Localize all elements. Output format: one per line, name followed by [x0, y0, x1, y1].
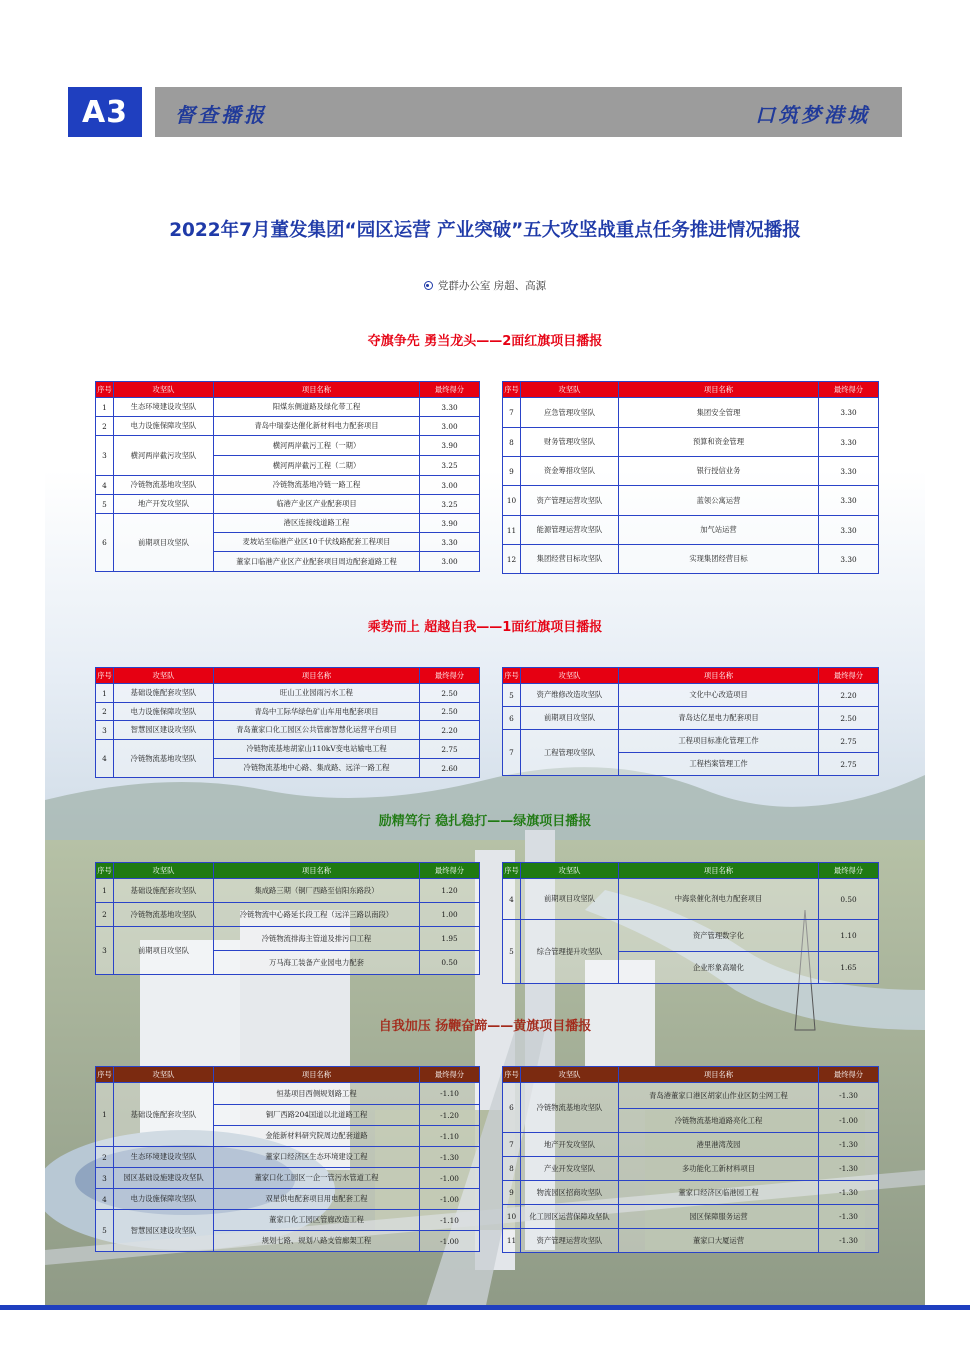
cell-project: 实现集团经营目标	[619, 545, 819, 574]
header-project: 项目名称	[619, 382, 819, 398]
header-score: 最终得分	[420, 863, 480, 879]
header-score: 最终得分	[819, 1067, 879, 1083]
cell-project: 预算和资金管理	[619, 428, 819, 457]
section-title-one-red-flag: 乘势而上 超越自我——1面红旗项目播报	[367, 620, 603, 635]
table-two-red-flags-right	[502, 381, 879, 574]
cell-score: 1.95	[420, 927, 480, 951]
cell-project: 多功能化工新材料项目	[619, 1157, 819, 1181]
cell-score: 2.50	[420, 684, 480, 703]
cell-no: 2	[96, 417, 114, 436]
table-yellow-flag-left	[95, 1066, 480, 1252]
cell-score: 3.25	[420, 456, 480, 476]
cell-team: 地产开发攻坚队	[114, 495, 214, 514]
table-row	[503, 516, 879, 545]
header-project: 项目名称	[619, 668, 819, 684]
table-row	[503, 1229, 879, 1253]
cell-score: 3.30	[819, 545, 879, 574]
cell-score: -1.30	[819, 1229, 879, 1253]
table-one-red-flag-right	[502, 667, 879, 776]
cell-project: 金能新材料研究院周边配套道路	[214, 1126, 420, 1147]
table-row	[96, 514, 480, 533]
header-team: 攻坚队	[521, 1067, 619, 1083]
cell-team: 冷链物流基地攻坚队	[114, 740, 214, 778]
table-header-row	[503, 1067, 879, 1083]
table-row	[96, 879, 480, 903]
table-row	[96, 1147, 480, 1168]
table-row	[503, 920, 879, 952]
cell-project: 横河两岸截污工程（二期）	[214, 456, 420, 476]
cell-no: 7	[503, 730, 521, 776]
cell-score: 3.25	[420, 495, 480, 514]
header-score: 最终得分	[819, 382, 879, 398]
table-row	[503, 398, 879, 428]
cell-project: 集团安全管理	[619, 398, 819, 428]
cell-project: 冷链物流基地中心路、集成路、远洋一路工程	[214, 759, 420, 778]
cell-score: 3.00	[420, 476, 480, 495]
cell-project: 蓝领公寓运营	[619, 486, 819, 516]
cell-team: 前期项目攻坚队	[114, 514, 214, 572]
header-team: 攻坚队	[521, 668, 619, 684]
cell-project: 文化中心改造项目	[619, 684, 819, 707]
cell-score: -1.30	[819, 1205, 879, 1229]
header-project: 项目名称	[214, 668, 420, 684]
cell-no: 10	[503, 486, 521, 516]
cell-team: 集团经营目标攻坚队	[521, 545, 619, 574]
table-row	[96, 903, 480, 927]
cell-score: -1.30	[819, 1083, 879, 1109]
cell-score: 3.30	[819, 516, 879, 545]
cell-team: 产业开发攻坚队	[521, 1157, 619, 1181]
cell-score: 2.75	[819, 730, 879, 753]
cell-project: 规划七路、规划八路支管廊架工程	[214, 1231, 420, 1252]
table-green-flag-left	[95, 862, 480, 975]
cell-team: 应急管理攻坚队	[521, 398, 619, 428]
table-row	[503, 486, 879, 516]
header-project: 项目名称	[214, 382, 420, 398]
bottom-rule	[0, 1305, 970, 1310]
header-slogan: 口筑梦港城	[755, 103, 870, 127]
cell-no: 12	[503, 545, 521, 574]
cell-team: 财务管理攻坚队	[521, 428, 619, 457]
table-row	[503, 1157, 879, 1181]
cell-no: 8	[503, 428, 521, 457]
table-row	[503, 684, 879, 707]
header-score: 最终得分	[819, 863, 879, 879]
table-row	[96, 476, 480, 495]
cell-team: 智慧园区建设攻坚队	[114, 721, 214, 740]
table-row	[96, 927, 480, 951]
cell-no: 10	[503, 1205, 521, 1229]
cell-no: 11	[503, 516, 521, 545]
cell-no: 4	[96, 476, 114, 495]
cell-project: 麦坡站至临港产业区10千伏线路配套工程项目	[214, 533, 420, 552]
cell-team: 资金筹措攻坚队	[521, 457, 619, 486]
cell-project: 资产管理数字化	[619, 920, 819, 952]
cell-score: 3.30	[819, 457, 879, 486]
cell-score: 3.30	[420, 533, 480, 552]
cell-score: 1.00	[420, 903, 480, 927]
cell-score: 3.30	[819, 428, 879, 457]
cell-project: 冷链物流基地道路亮化工程	[619, 1109, 819, 1133]
cell-team: 冷链物流基地攻坚队	[114, 903, 214, 927]
cell-team: 化工园区运营保障攻坚队	[521, 1205, 619, 1229]
cell-team: 工程管理攻坚队	[521, 730, 619, 776]
cell-score: -1.30	[819, 1157, 879, 1181]
cell-project: 工程项目标准化管理工作	[619, 730, 819, 753]
header-no: 序号	[503, 1067, 521, 1083]
cell-score: 3.90	[420, 514, 480, 533]
cell-team: 资产维修改造攻坚队	[521, 684, 619, 707]
table-row	[96, 740, 480, 759]
header-team: 攻坚队	[521, 863, 619, 879]
header-no: 序号	[96, 668, 114, 684]
cell-project: 冷链物流中心路延长段工程（远洋三路以南段）	[214, 903, 420, 927]
cell-score: -1.10	[420, 1083, 480, 1105]
cell-project: 董家口经济区生态环境建设工程	[214, 1147, 420, 1168]
cell-project: 青岛港董家口港区胡家山作业区防尘网工程	[619, 1083, 819, 1109]
cell-no: 11	[503, 1229, 521, 1253]
table-header-row	[96, 668, 480, 684]
cell-project: 阳煤东侧道路及绿化带工程	[214, 398, 420, 417]
cell-team: 地产开发攻坚队	[521, 1133, 619, 1157]
cell-no: 5	[503, 920, 521, 984]
cell-score: 0.50	[819, 879, 879, 920]
cell-team: 冷链物流基地攻坚队	[521, 1083, 619, 1133]
table-row	[96, 1083, 480, 1105]
cell-score: 2.50	[819, 707, 879, 730]
section-title-green-flag: 励精笃行 稳扎稳打——绿旗项目播报	[378, 814, 592, 829]
cell-project: 青岛中瑞泰达催化新材料电力配套项目	[214, 417, 420, 436]
cell-team: 基础设施配套攻坚队	[114, 684, 214, 703]
cell-team: 电力设施保障攻坚队	[114, 703, 214, 721]
table-header-row	[96, 382, 480, 398]
table-row	[503, 1133, 879, 1157]
cell-no: 8	[503, 1157, 521, 1181]
cell-no: 5	[96, 495, 114, 514]
cell-score: -1.00	[420, 1168, 480, 1189]
cell-project: 冷链物流基地冷链一路工程	[214, 476, 420, 495]
cell-score: -1.00	[420, 1231, 480, 1252]
cell-team: 能源管理运营攻坚队	[521, 516, 619, 545]
table-header-row	[503, 668, 879, 684]
header-score: 最终得分	[420, 1067, 480, 1083]
cell-team: 冷链物流基地攻坚队	[114, 476, 214, 495]
cell-score: 2.60	[420, 759, 480, 778]
cell-score: 2.20	[420, 721, 480, 740]
byline-text: 党群办公室 房超、高源	[437, 280, 547, 292]
bullet-icon	[424, 281, 433, 290]
header-no: 序号	[503, 382, 521, 398]
cell-team: 基础设施配套攻坚队	[114, 879, 214, 903]
cell-score: 2.75	[819, 753, 879, 776]
table-row	[503, 457, 879, 486]
cell-score: 1.10	[819, 920, 879, 952]
header-team: 攻坚队	[521, 382, 619, 398]
table-header-row	[96, 1067, 480, 1083]
header-no: 序号	[96, 382, 114, 398]
cell-score: 2.20	[819, 684, 879, 707]
cell-no: 1	[96, 1083, 114, 1147]
table-row	[503, 545, 879, 574]
table-row	[503, 1083, 879, 1109]
header-team: 攻坚队	[114, 863, 214, 879]
cell-team: 电力设施保障攻坚队	[114, 417, 214, 436]
page-title: 2022年7月董发集团“园区运营 产业突破”五大攻坚战重点任务推进情况播报	[169, 220, 801, 241]
table-header-row	[503, 382, 879, 398]
cell-team: 生态环境建设攻坚队	[114, 398, 214, 417]
cell-project: 青岛董家口化工园区公共管廊智慧化运营平台项目	[214, 721, 420, 740]
cell-team: 电力设施保障攻坚队	[114, 1189, 214, 1210]
cell-project: 董家口经济区临港园工程	[619, 1181, 819, 1205]
table-row	[503, 707, 879, 730]
cell-team: 生态环境建设攻坚队	[114, 1147, 214, 1168]
cell-project: 冷链物流基地胡家山110kV变电站输电工程	[214, 740, 420, 759]
cell-score: 3.90	[420, 436, 480, 456]
cell-score: -1.10	[420, 1126, 480, 1147]
cell-project: 横河两岸截污工程（一期）	[214, 436, 420, 456]
cell-no: 7	[503, 398, 521, 428]
cell-team: 综合管理提升攻坚队	[521, 920, 619, 984]
cell-project: 董家口临港产业区产业配套项目周边配套道路工程	[214, 552, 420, 572]
table-row	[503, 879, 879, 920]
table-row	[503, 730, 879, 753]
header-score: 最终得分	[819, 668, 879, 684]
table-row	[503, 428, 879, 457]
cell-no: 1	[96, 879, 114, 903]
table-green-flag-right	[502, 862, 879, 984]
cell-project: 集成路三期（铜厂西路至信阳东路段）	[214, 879, 420, 903]
table-header-row	[503, 863, 879, 879]
cell-no: 6	[503, 1083, 521, 1133]
header-no: 序号	[503, 668, 521, 684]
header-score: 最终得分	[420, 382, 480, 398]
table-row	[96, 684, 480, 703]
table-row	[503, 1205, 879, 1229]
cell-team: 基础设施配套攻坚队	[114, 1083, 214, 1147]
cell-team: 资产管理运营攻坚队	[521, 486, 619, 516]
cell-team: 横河两岸截污攻坚队	[114, 436, 214, 476]
byline	[0, 278, 970, 293]
cell-project: 加气站运营	[619, 516, 819, 545]
cell-project: 董家口大厦运营	[619, 1229, 819, 1253]
table-row	[96, 721, 480, 740]
header-no: 序号	[503, 863, 521, 879]
cell-project: 青岛中工际华绿色矿山车用电配套项目	[214, 703, 420, 721]
cell-no: 5	[503, 684, 521, 707]
cell-score: 3.30	[819, 486, 879, 516]
cell-score: -1.10	[420, 1210, 480, 1231]
cell-team: 物流园区招商攻坚队	[521, 1181, 619, 1205]
cell-no: 6	[96, 514, 114, 572]
cell-project: 恒基项目西侧规划路工程	[214, 1083, 420, 1105]
cell-no: 1	[96, 684, 114, 703]
cell-score: -1.30	[819, 1181, 879, 1205]
cell-project: 铜厂西路204国道以北道路工程	[214, 1105, 420, 1126]
cell-project: 冷链物流排海主管道及排污口工程	[214, 927, 420, 951]
cell-project: 董家口化工园区一企一管污水管道工程	[214, 1168, 420, 1189]
header-project: 项目名称	[619, 1067, 819, 1083]
table-row	[96, 1168, 480, 1189]
cell-no: 3	[96, 721, 114, 740]
header-team: 攻坚队	[114, 1067, 214, 1083]
cell-no: 1	[96, 398, 114, 417]
table-row	[503, 1181, 879, 1205]
cell-score: 1.65	[819, 952, 879, 984]
cell-no: 3	[96, 436, 114, 476]
cell-team: 智慧园区建设攻坚队	[114, 1210, 214, 1252]
cell-no: 2	[96, 703, 114, 721]
table-row	[96, 436, 480, 456]
cell-no: 4	[96, 740, 114, 778]
cell-project: 园区保障服务运营	[619, 1205, 819, 1229]
header-project: 项目名称	[214, 863, 420, 879]
section-title-two-red-flags: 夺旗争先 勇当龙头——2面红旗项目播报	[367, 334, 603, 349]
cell-project: 双星供电配套项目用电配套工程	[214, 1189, 420, 1210]
table-row	[96, 1189, 480, 1210]
cell-project: 港里港湾茂园	[619, 1133, 819, 1157]
cell-score: 3.00	[420, 417, 480, 436]
cell-score: -1.30	[819, 1133, 879, 1157]
section-title-yellow-flag: 自我加压 扬鞭奋蹄——黄旗项目播报	[378, 1019, 592, 1034]
cell-score: -1.00	[819, 1109, 879, 1133]
header-score: 最终得分	[420, 668, 480, 684]
cell-team: 前期项目攻坚队	[521, 707, 619, 730]
cell-no: 2	[96, 903, 114, 927]
table-two-red-flags-left	[95, 381, 480, 572]
cell-project: 青岛达亿星电力配套项目	[619, 707, 819, 730]
table-row	[96, 495, 480, 514]
table-row	[96, 398, 480, 417]
cell-no: 2	[96, 1147, 114, 1168]
cell-score: -1.30	[420, 1147, 480, 1168]
column-name: 督查播报	[175, 103, 267, 127]
header-project: 项目名称	[214, 1067, 420, 1083]
table-row	[96, 703, 480, 721]
cell-team: 前期项目攻坚队	[114, 927, 214, 975]
cell-no: 7	[503, 1133, 521, 1157]
table-one-red-flag-left	[95, 667, 480, 778]
header-team: 攻坚队	[114, 668, 214, 684]
cell-no: 6	[503, 707, 521, 730]
cell-score: 1.20	[420, 879, 480, 903]
cell-score: 3.00	[420, 552, 480, 572]
cell-no: 9	[503, 1181, 521, 1205]
cell-project: 工程档案管理工作	[619, 753, 819, 776]
cell-project: 旺山工业园雨污水工程	[214, 684, 420, 703]
table-row	[96, 1210, 480, 1231]
cell-project: 银行授信业务	[619, 457, 819, 486]
cell-project: 万马海工装备产业园电力配套	[214, 951, 420, 975]
cell-team: 前期项目攻坚队	[521, 879, 619, 920]
cell-no: 3	[96, 927, 114, 975]
cell-no: 4	[96, 1189, 114, 1210]
cell-no: 5	[96, 1210, 114, 1252]
cell-project: 中海泉催化剂电力配套项目	[619, 879, 819, 920]
cell-team: 资产管理运营攻坚队	[521, 1229, 619, 1253]
cell-score: 3.30	[819, 398, 879, 428]
header-no: 序号	[96, 1067, 114, 1083]
cell-no: 9	[503, 457, 521, 486]
cell-score: 3.30	[420, 398, 480, 417]
table-yellow-flag-right	[502, 1066, 879, 1253]
header-team: 攻坚队	[114, 382, 214, 398]
table-header-row	[96, 863, 480, 879]
cell-project: 临港产业区产业配套项目	[214, 495, 420, 514]
cell-score: 2.50	[420, 703, 480, 721]
cell-score: -1.00	[420, 1189, 480, 1210]
cell-project: 董家口化工园区管廊改造工程	[214, 1210, 420, 1231]
cell-project: 港区连接线道路工程	[214, 514, 420, 533]
cell-project: 企业形象高端化	[619, 952, 819, 984]
table-row	[96, 417, 480, 436]
page-badge: A3	[68, 87, 142, 137]
cell-no: 4	[503, 879, 521, 920]
cell-team: 园区基础设施建设攻坚队	[114, 1168, 214, 1189]
header-no: 序号	[96, 863, 114, 879]
cell-score: 0.50	[420, 951, 480, 975]
cell-no: 3	[96, 1168, 114, 1189]
header-project: 项目名称	[619, 863, 819, 879]
cell-score: 2.75	[420, 740, 480, 759]
cell-score: -1.20	[420, 1105, 480, 1126]
